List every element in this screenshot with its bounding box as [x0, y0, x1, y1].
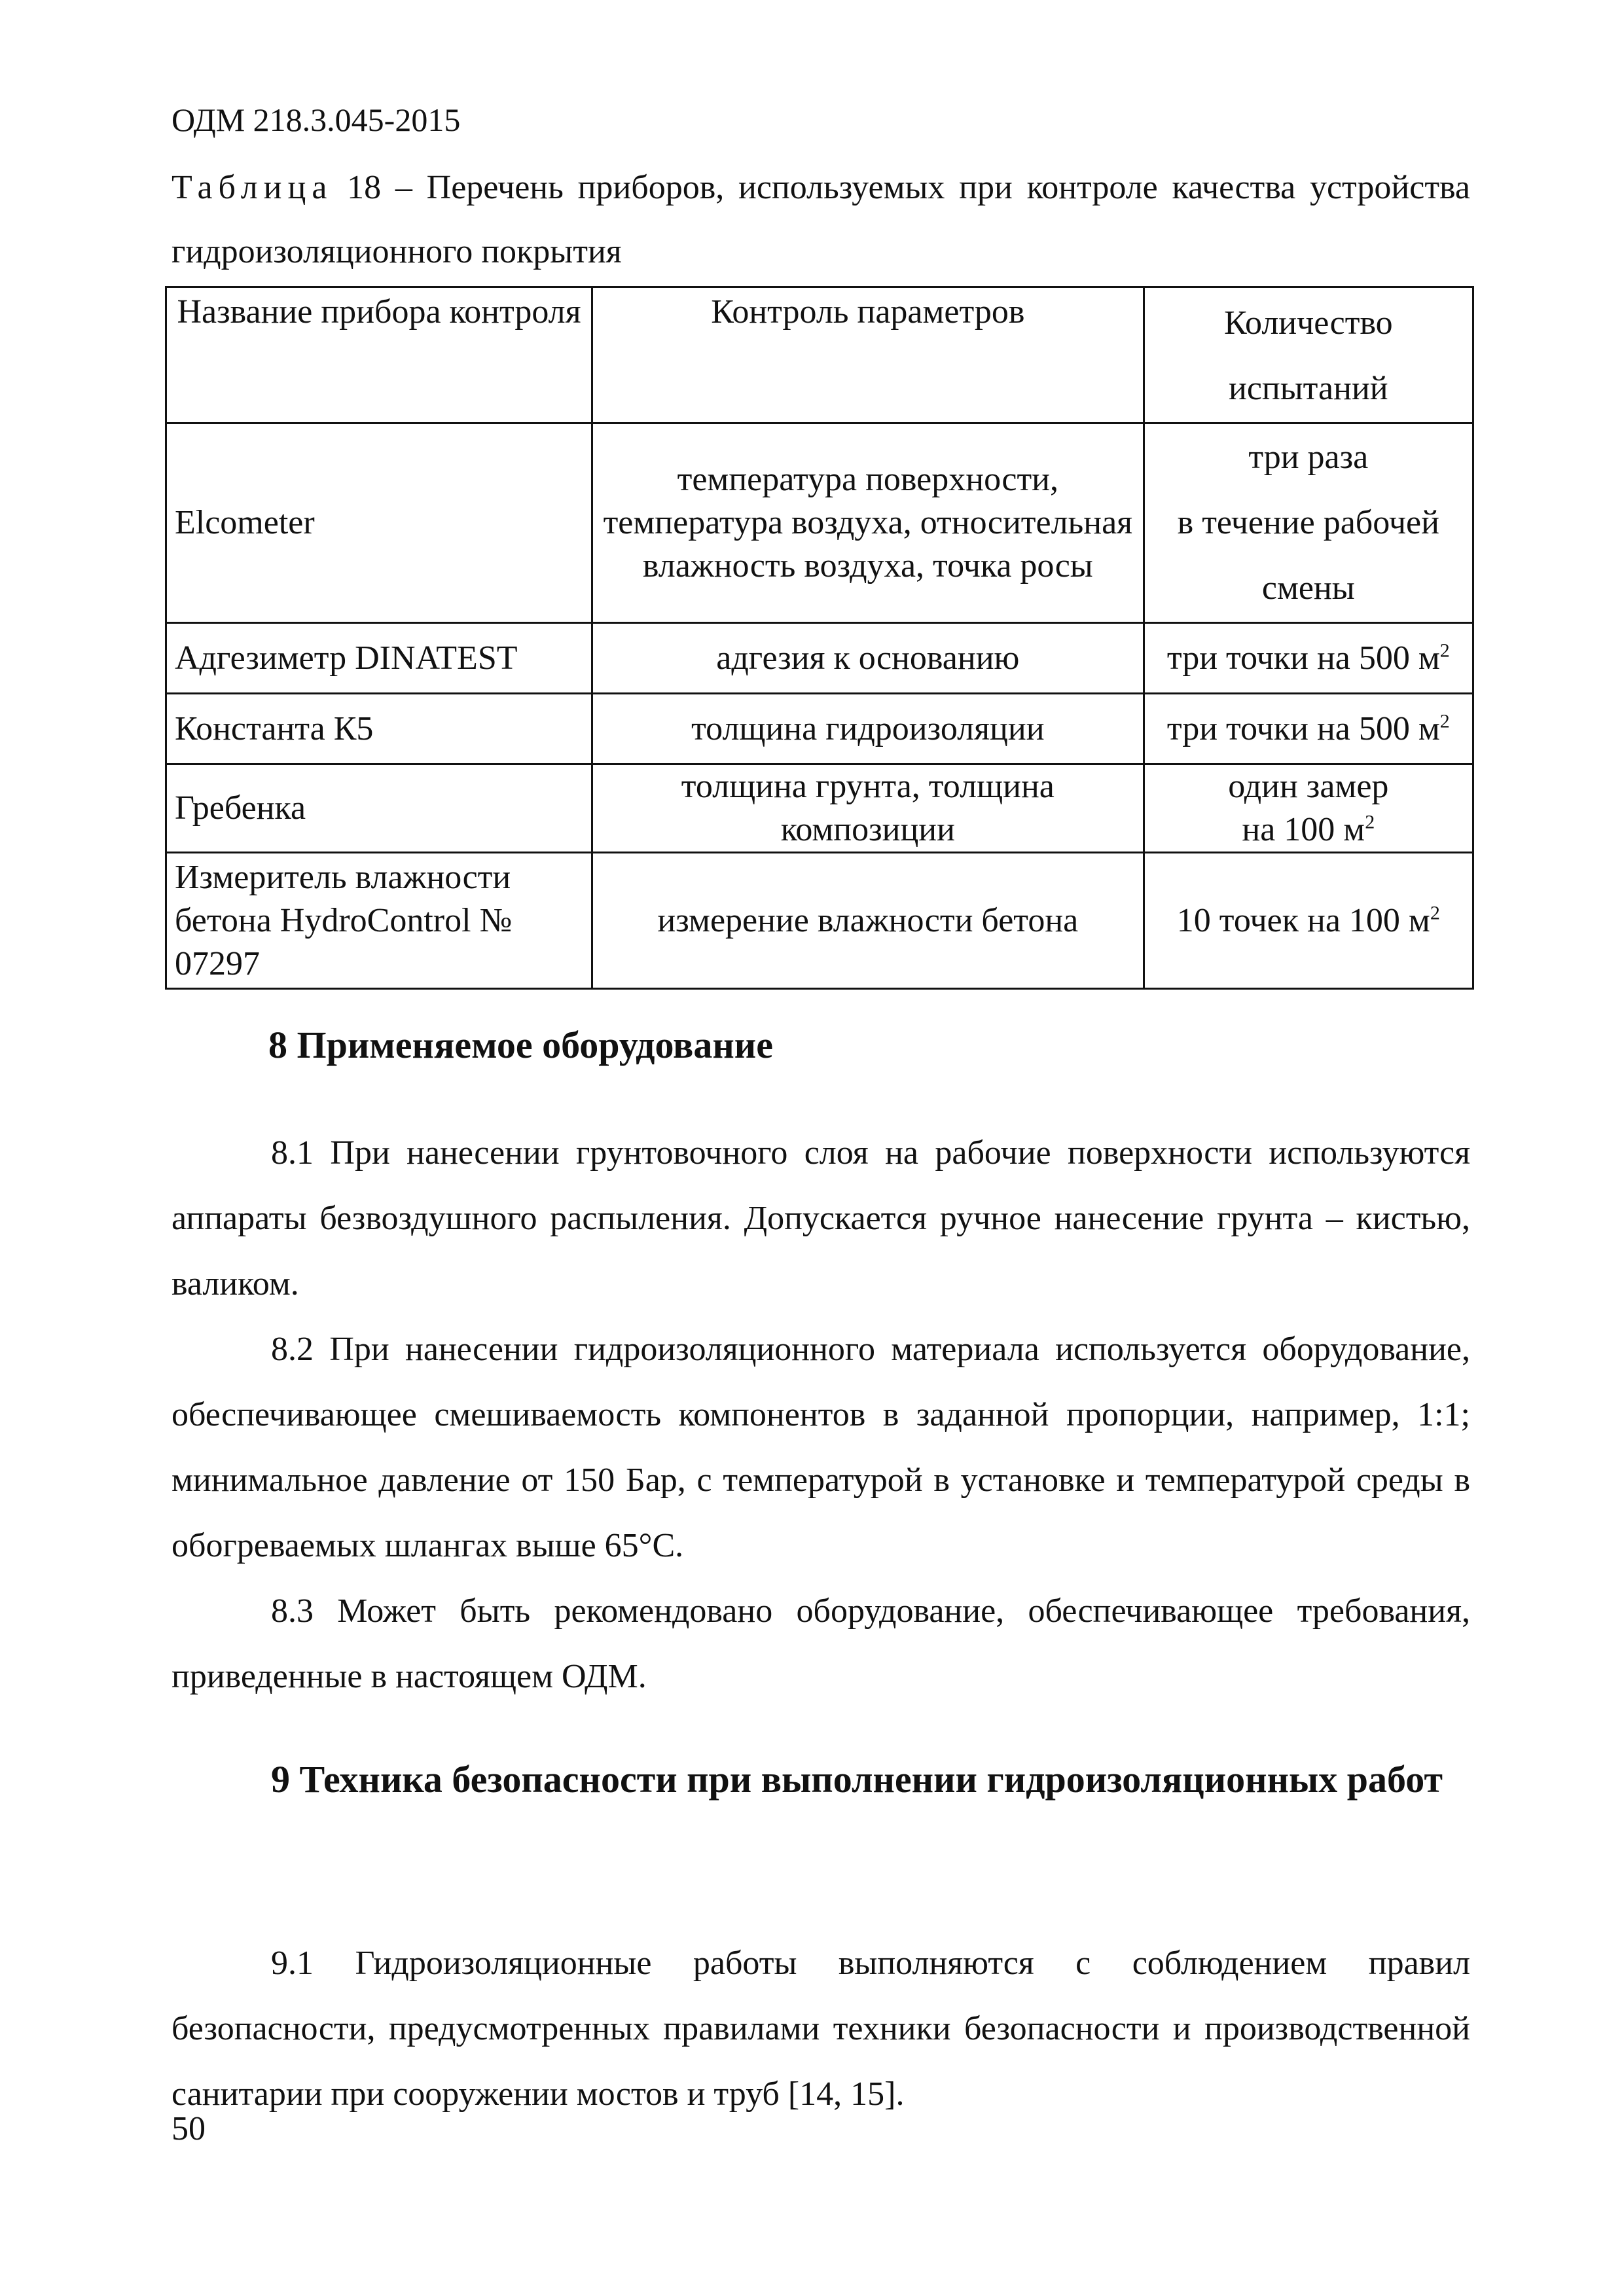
- paragraph-9-1: 9.1 Гидроизоляционные работы выполняются с соблюдением правил безопасности, предусмотренных правилами техники безопасности и производственной санитарии при сооружении мостов и труб [14, 15].: [171, 1945, 1470, 2113]
- section-8-title: 8 Применяемое оборудование: [268, 1024, 773, 1066]
- table-row: [166, 694, 1473, 764]
- cell-params: измерение влажности бетона: [592, 853, 1144, 989]
- page-number: 50: [171, 2110, 206, 2147]
- cell-device: Измеритель влажности бетона HydroControl № 07297: [166, 853, 592, 989]
- cell-device: Адгезиметр DINATEST: [166, 623, 592, 694]
- header-count: Количество испытаний: [1144, 287, 1473, 423]
- table-caption-text: – Перечень приборов, используемых при контроле качества устройства гидроизоляционного покрытия: [171, 169, 1470, 270]
- header-device: Название прибора контроля: [166, 287, 592, 423]
- cell-count: [1144, 764, 1473, 853]
- superscript: 2: [1430, 902, 1440, 924]
- table-caption-label: Таблица: [171, 169, 333, 206]
- cell-count: [1144, 694, 1473, 764]
- superscript: 2: [1439, 710, 1450, 732]
- table-row: [166, 423, 1473, 623]
- section-9-title: 9 Техника безопасности при выполнении гидроизоляционных работ: [271, 1758, 1443, 1801]
- superscript: 2: [1439, 639, 1450, 662]
- cell-count: [1144, 623, 1473, 694]
- cell-params: адгезия к основанию: [592, 623, 1144, 694]
- cell-params: температура поверхности, температура воздуха, относительная влажность воздуха, точка росы: [592, 423, 1144, 623]
- cell-params: толщина гидроизоляции: [592, 694, 1144, 764]
- cell-count-line: в течение рабочей: [1177, 504, 1439, 541]
- cell-count-line: один замер: [1228, 768, 1389, 805]
- cell-count: [1144, 423, 1473, 623]
- cell-count-text: на 100 м: [1242, 811, 1365, 848]
- table-row: [166, 853, 1473, 989]
- cell-count-line: смены: [1261, 569, 1355, 607]
- table-caption: [171, 156, 1470, 284]
- cell-device: Гребенка: [166, 764, 592, 853]
- instruments-table: [165, 286, 1474, 990]
- cell-count-text: 10 точек на 100 м: [1176, 901, 1430, 939]
- paragraph-8-3: 8.3 Может быть рекомендовано оборудование, обеспечивающее требования, приведенные в настоящем ОДМ.: [171, 1592, 1470, 1695]
- header-params: Контроль параметров: [592, 287, 1144, 423]
- cell-device: Elcometer: [166, 423, 592, 623]
- cell-device: Константа К5: [166, 694, 592, 764]
- paragraph-8-2: 8.2 При нанесении гидроизоляционного материала используется оборудование, обеспечивающее смешиваемость компонентов в заданной пропорции, например, 1:1; минимальное давление от 150 Бар, с температурой в установке и температурой среды в обогреваемых шлангах выше 65°С.: [171, 1331, 1470, 1564]
- table-caption-number: 18: [347, 169, 382, 206]
- document-header: ОДМ 218.3.045-2015: [171, 101, 461, 138]
- cell-count-text: три точки на 500 м: [1166, 639, 1440, 677]
- cell-count: [1144, 853, 1473, 989]
- cell-params: толщина грунта, толщина композиции: [592, 764, 1144, 853]
- superscript: 2: [1365, 811, 1375, 833]
- table-row: [166, 623, 1473, 694]
- paragraph-8-1: 8.1 При нанесении грунтовочного слоя на рабочие поверхности используются аппараты безвоздушного распыления. Допускается ручное нанесение грунта – кистью, валиком.: [171, 1134, 1470, 1302]
- cell-count-line: три раза: [1248, 439, 1369, 476]
- cell-count-text: три точки на 500 м: [1166, 709, 1440, 747]
- cell-count-line: [1153, 808, 1464, 852]
- table-row: [166, 764, 1473, 853]
- table-header-row: [166, 287, 1473, 423]
